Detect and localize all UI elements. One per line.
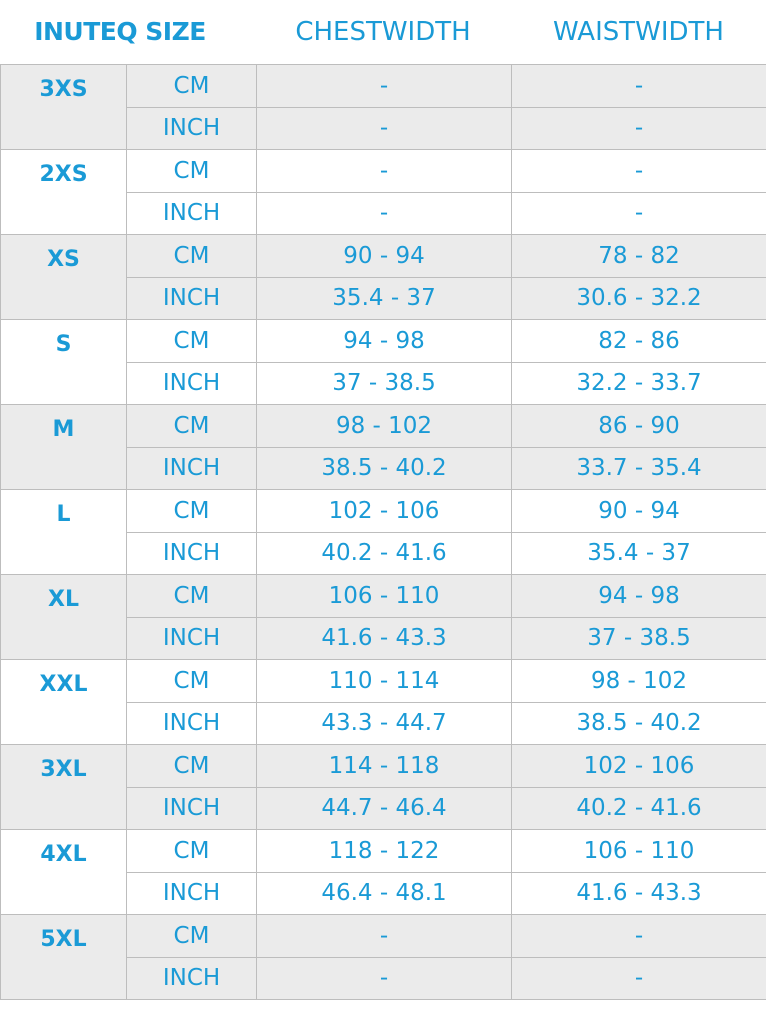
waist-inch-value: 41.6 - 43.3 xyxy=(512,872,766,915)
chest-inch-value: 38.5 - 40.2 xyxy=(257,447,512,490)
chest-inch-value: - xyxy=(257,192,512,235)
size-label: 3XL xyxy=(1,745,127,830)
unit-inch-label: INCH xyxy=(127,107,257,150)
waist-cm-value: 102 - 106 xyxy=(512,745,766,788)
chest-cm-value: - xyxy=(257,65,512,108)
waist-inch-value: - xyxy=(512,192,766,235)
chest-cm-value: - xyxy=(257,150,512,193)
table-row xyxy=(1,65,766,108)
size-group-3xl xyxy=(1,745,766,830)
chest-cm-value: 106 - 110 xyxy=(257,575,512,618)
size-group-s xyxy=(1,320,766,405)
waist-inch-value: - xyxy=(512,107,766,150)
waist-cm-value: 98 - 102 xyxy=(512,660,766,703)
unit-cm-label: CM xyxy=(127,745,257,788)
table-row xyxy=(1,830,766,873)
waist-cm-value: 82 - 86 xyxy=(512,320,766,363)
table-row xyxy=(1,660,766,703)
waist-inch-value: 30.6 - 32.2 xyxy=(512,277,766,320)
size-label: L xyxy=(1,490,127,575)
unit-cm-label: CM xyxy=(127,490,257,533)
chest-cm-value: 102 - 106 xyxy=(257,490,512,533)
waist-cm-value: - xyxy=(512,150,766,193)
unit-cm-label: CM xyxy=(127,575,257,618)
size-group-xs xyxy=(1,235,766,320)
size-label: 2XS xyxy=(1,150,127,235)
unit-cm-label: CM xyxy=(127,830,257,873)
size-label: 5XL xyxy=(1,915,127,1000)
waist-cm-value: - xyxy=(512,915,766,958)
chest-inch-value: 41.6 - 43.3 xyxy=(257,617,512,660)
unit-inch-label: INCH xyxy=(127,617,257,660)
chest-inch-value: 40.2 - 41.6 xyxy=(257,532,512,575)
chest-inch-value: 43.3 - 44.7 xyxy=(257,702,512,745)
waist-cm-value: 106 - 110 xyxy=(512,830,766,873)
size-label: 4XL xyxy=(1,830,127,915)
waist-inch-value: 38.5 - 40.2 xyxy=(512,702,766,745)
chest-cm-value: 94 - 98 xyxy=(257,320,512,363)
chest-inch-value: - xyxy=(257,107,512,150)
table-header xyxy=(0,0,766,64)
table-row xyxy=(1,490,766,533)
unit-cm-label: CM xyxy=(127,65,257,108)
unit-cm-label: CM xyxy=(127,660,257,703)
size-chart-table xyxy=(0,64,766,1000)
table-row xyxy=(1,745,766,788)
size-group-5xl xyxy=(1,915,766,1000)
size-group-2xs xyxy=(1,150,766,235)
waist-cm-value: 86 - 90 xyxy=(512,405,766,448)
chest-cm-value: 114 - 118 xyxy=(257,745,512,788)
waist-inch-value: 40.2 - 41.6 xyxy=(512,787,766,830)
chest-inch-value: 37 - 38.5 xyxy=(257,362,512,405)
unit-cm-label: CM xyxy=(127,235,257,278)
unit-inch-label: INCH xyxy=(127,532,257,575)
unit-cm-label: CM xyxy=(127,915,257,958)
size-group-m xyxy=(1,405,766,490)
chest-inch-value: - xyxy=(257,957,512,1000)
waist-inch-value: 37 - 38.5 xyxy=(512,617,766,660)
waist-cm-value: - xyxy=(512,65,766,108)
table-row xyxy=(1,915,766,958)
unit-cm-label: CM xyxy=(127,320,257,363)
chest-cm-value: 98 - 102 xyxy=(257,405,512,448)
unit-inch-label: INCH xyxy=(127,192,257,235)
unit-inch-label: INCH xyxy=(127,362,257,405)
chest-cm-value: - xyxy=(257,915,512,958)
size-group-3xs xyxy=(1,65,766,150)
chest-inch-value: 35.4 - 37 xyxy=(257,277,512,320)
unit-inch-label: INCH xyxy=(127,447,257,490)
waist-column-header: WAISTWIDTH xyxy=(553,17,724,47)
waist-cm-value: 78 - 82 xyxy=(512,235,766,278)
waist-inch-value: 32.2 - 33.7 xyxy=(512,362,766,405)
chest-cm-value: 90 - 94 xyxy=(257,235,512,278)
chest-inch-value: 46.4 - 48.1 xyxy=(257,872,512,915)
waist-inch-value: 35.4 - 37 xyxy=(512,532,766,575)
unit-cm-label: CM xyxy=(127,405,257,448)
chest-inch-value: 44.7 - 46.4 xyxy=(257,787,512,830)
size-group-l xyxy=(1,490,766,575)
size-label: 3XS xyxy=(1,65,127,150)
size-group-xxl xyxy=(1,660,766,745)
unit-inch-label: INCH xyxy=(127,702,257,745)
size-label: XL xyxy=(1,575,127,660)
unit-inch-label: INCH xyxy=(127,872,257,915)
chest-cm-value: 110 - 114 xyxy=(257,660,512,703)
table-row xyxy=(1,405,766,448)
size-group-4xl xyxy=(1,830,766,915)
unit-inch-label: INCH xyxy=(127,787,257,830)
chest-cm-value: 118 - 122 xyxy=(257,830,512,873)
table-row xyxy=(1,320,766,363)
unit-cm-label: CM xyxy=(127,150,257,193)
table-row xyxy=(1,235,766,278)
waist-cm-value: 90 - 94 xyxy=(512,490,766,533)
unit-inch-label: INCH xyxy=(127,277,257,320)
size-column-header: INUTEQ SIZE xyxy=(34,17,206,46)
unit-inch-label: INCH xyxy=(127,957,257,1000)
size-label: XXL xyxy=(1,660,127,745)
table-row xyxy=(1,575,766,618)
size-label: XS xyxy=(1,235,127,320)
table-row xyxy=(1,150,766,193)
size-label: S xyxy=(1,320,127,405)
chest-column-header: CHESTWIDTH xyxy=(295,17,471,47)
waist-inch-value: - xyxy=(512,957,766,1000)
waist-cm-value: 94 - 98 xyxy=(512,575,766,618)
waist-inch-value: 33.7 - 35.4 xyxy=(512,447,766,490)
size-label: M xyxy=(1,405,127,490)
size-group-xl xyxy=(1,575,766,660)
